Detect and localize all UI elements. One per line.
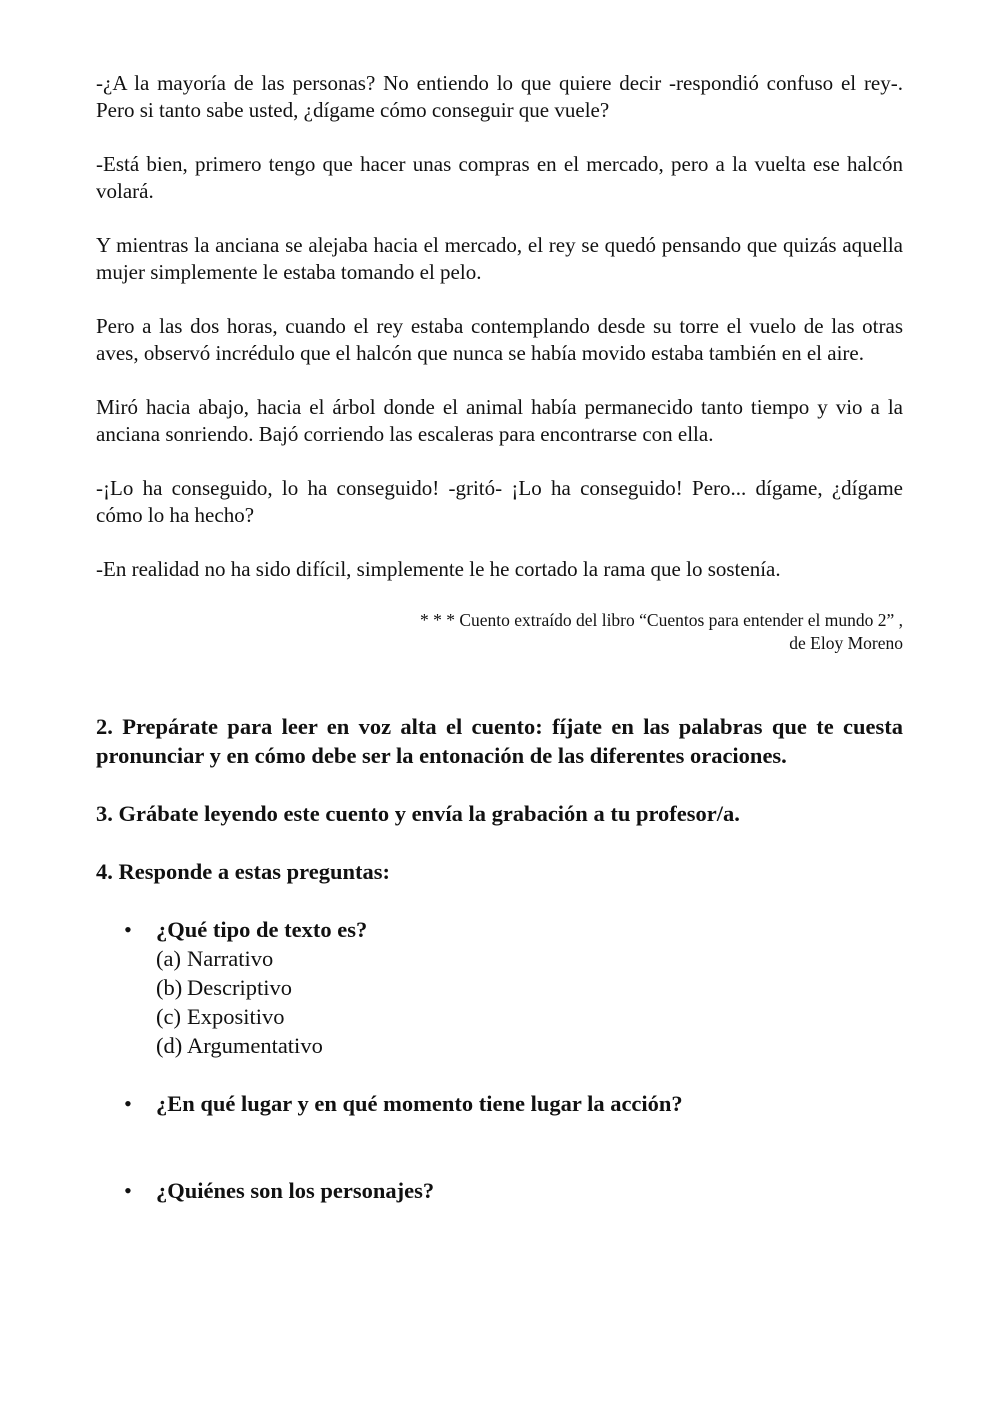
story-paragraph: Pero a las dos horas, cuando el rey estaba contemplando desde su torre el vuelo de las otras aves, observó incrédulo que el halcón que nunca se había movido estaba también en el aire.	[96, 314, 903, 365]
question-text: ¿En qué lugar y en qué momento tiene lugar la acción?	[156, 1091, 683, 1116]
story-text	[96, 70, 903, 655]
bullet-icon: •	[124, 917, 132, 942]
bullet-icon: •	[124, 1178, 132, 1203]
answer-options	[156, 944, 903, 1060]
option-letter: (c)	[156, 1004, 181, 1029]
answer-option-c[interactable]	[156, 1002, 903, 1031]
story-paragraph: -En realidad no ha sido difícil, simplemente le he cortado la rama que lo sostenía.	[96, 557, 781, 581]
task-2-heading: 2. Prepárate para leer en voz alta el cuento: fíjate en las palabras que te cuesta pronunciar y en cómo debe ser la entonación de las diferentes oraciones.	[96, 714, 903, 768]
option-label: Narrativo	[187, 946, 274, 971]
answer-option-a[interactable]	[156, 944, 903, 973]
option-letter: (a)	[156, 946, 181, 971]
answer-option-d[interactable]	[156, 1031, 903, 1060]
question-text: ¿Qué tipo de texto es?	[156, 917, 368, 942]
question-list	[96, 915, 903, 1205]
document-page	[96, 70, 903, 1205]
option-letter: (b)	[156, 975, 183, 1000]
source-credit-line1: * * * Cuento extraído del libro “Cuentos para entender el mundo 2” ,	[419, 610, 903, 630]
story-paragraph: Y mientras la anciana se alejaba hacia el mercado, el rey se quedó pensando que quizás aquella mujer simplemente le estaba tomando el pelo.	[96, 233, 903, 284]
activities	[96, 712, 903, 1205]
source-credit-line2: de Eloy Moreno	[789, 633, 903, 653]
question-item-characters	[96, 1176, 903, 1205]
question-item-place-time	[96, 1089, 903, 1118]
bullet-icon: •	[124, 1091, 132, 1116]
option-label: Argumentativo	[187, 1033, 323, 1058]
option-letter: (d)	[156, 1033, 183, 1058]
section-spacer	[96, 655, 903, 712]
task-4-heading: 4. Responde a estas preguntas:	[96, 859, 390, 884]
option-label: Expositivo	[187, 1004, 285, 1029]
question-text: ¿Quiénes son los personajes?	[156, 1178, 435, 1203]
answer-option-b[interactable]	[156, 973, 903, 1002]
story-paragraph: -Está bien, primero tengo que hacer unas compras en el mercado, pero a la vuelta ese halcón volará.	[96, 152, 903, 203]
story-paragraph: -¡Lo ha conseguido, lo ha conseguido! -gritó- ¡Lo ha conseguido! Pero... dígame, ¿dígame cómo lo ha hecho?	[96, 476, 903, 527]
option-label: Descriptivo	[187, 975, 292, 1000]
story-paragraph: -¿A la mayoría de las personas? No entiendo lo que quiere decir -respondió confuso el rey-. Pero si tanto sabe usted, ¿dígame cómo conseguir que vuele?	[96, 71, 903, 122]
story-paragraph: Miró hacia abajo, hacia el árbol donde el animal había permanecido tanto tiempo y vio a la anciana sonriendo. Bajó corriendo las escaleras para encontrarse con ella.	[96, 395, 903, 446]
task-3-heading: 3. Grábate leyendo este cuento y envía la grabación a tu profesor/a.	[96, 801, 740, 826]
question-item-text-type	[96, 915, 903, 1060]
